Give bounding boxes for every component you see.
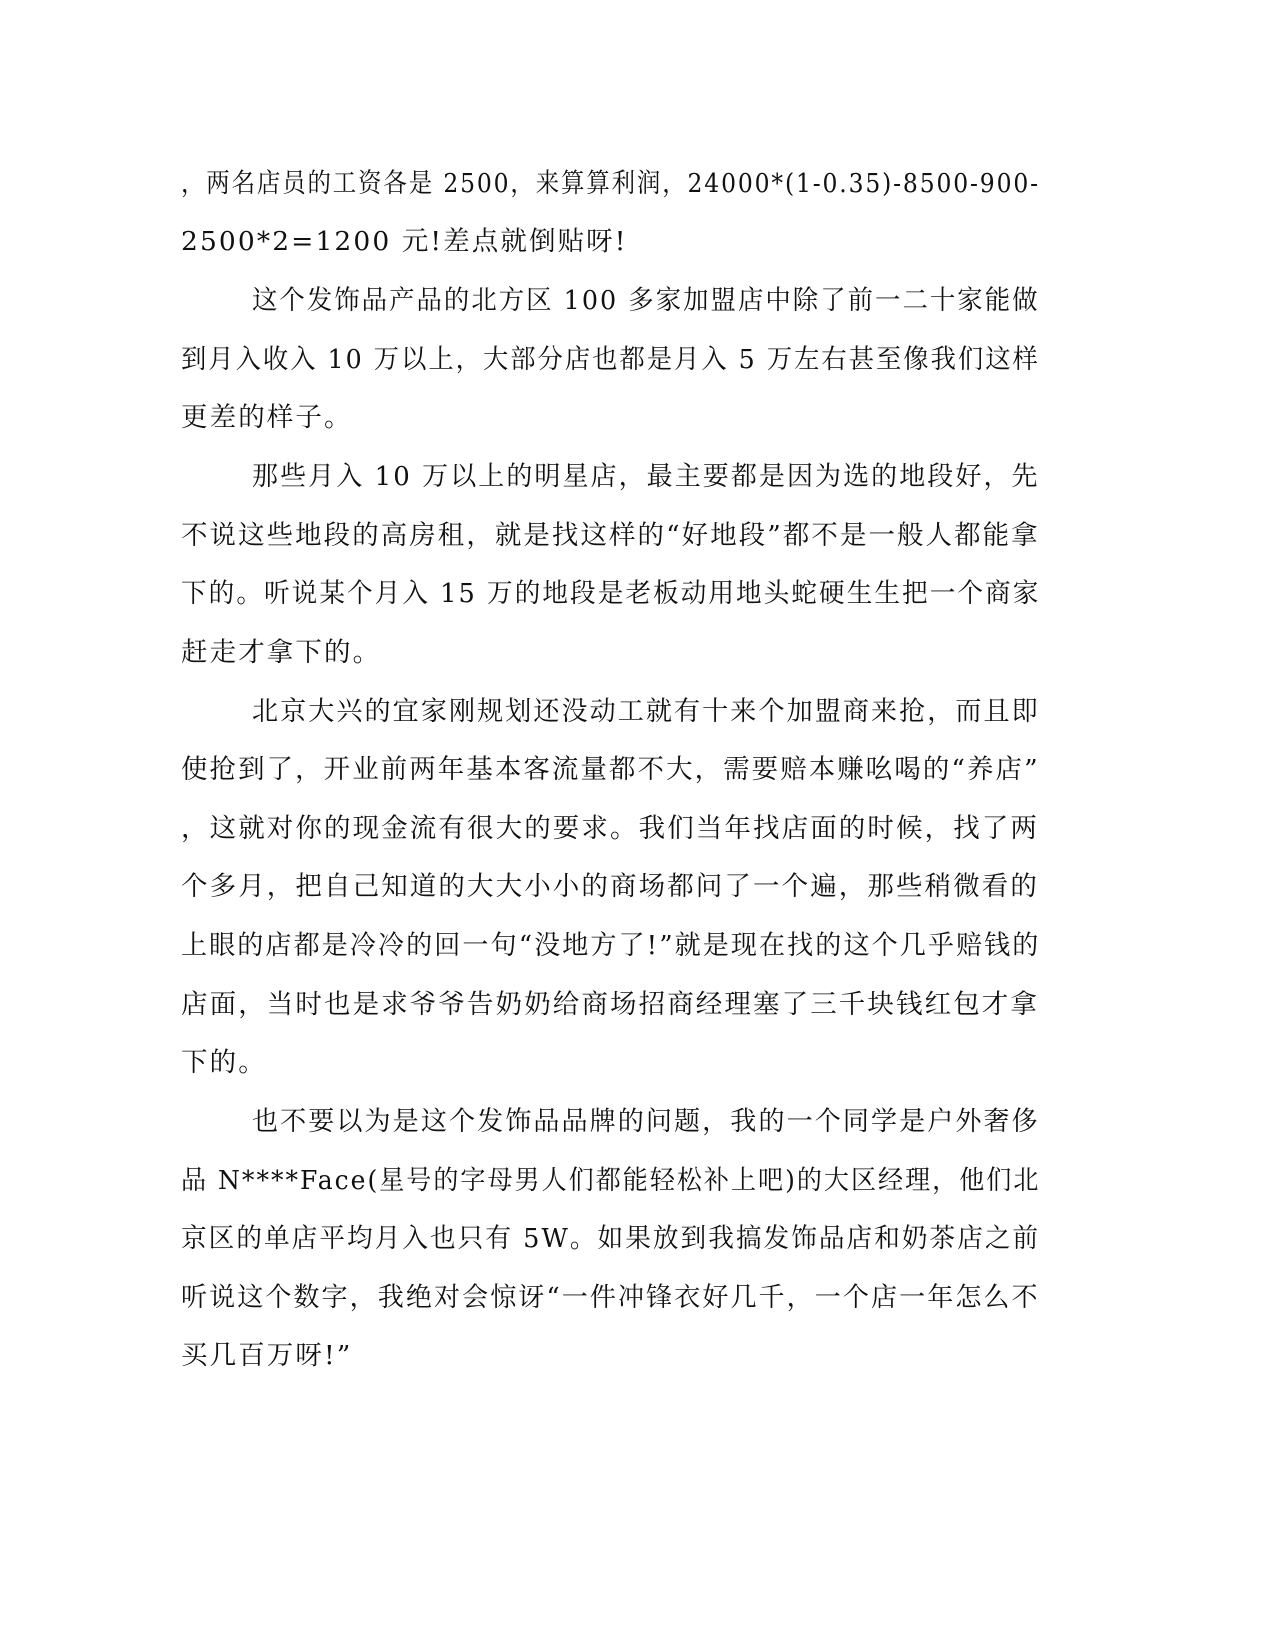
text-line: 下的。 xyxy=(181,1047,267,1078)
text-line: 赶走才拿下的。 xyxy=(181,637,382,668)
paragraph-first-line: 北京大兴的宜家刚规划还没动工就有十来个加盟商来抢，而且即 xyxy=(252,696,1040,727)
text-line: ，两名店员的工资各是 2500，来算算利润，24000*(1-0.35)-8500-900- xyxy=(181,168,1040,199)
text-line: 京区的单店平均月入也只有 5W。如果放到我搞发饰品店和奶茶店之前 xyxy=(181,1223,1041,1254)
text-line: 下的。听说某个月入 15 万的地段是老板动用地头蛇硬生生把一个商家 xyxy=(181,578,1041,609)
text-line: 更差的样子。 xyxy=(181,402,353,433)
text-line: ，这就对你的现金流有很大的要求。我们当年找店面的时候，找了两 xyxy=(181,813,1039,844)
text-line: 使抢到了，开业前两年基本客流量都不大，需要赔本赚吆喝的“养店” xyxy=(181,754,1040,785)
text-line: 2500*2=1200 元!差点就倒贴呀! xyxy=(181,226,628,257)
text-line: 个多月，把自己知道的大大小小的商场都问了一个遍，那些稍微看的 xyxy=(181,871,1039,902)
paragraph-first-line: 也不要以为是这个发饰品品牌的问题，我的一个同学是户外奢侈 xyxy=(252,1106,1040,1137)
paragraph-first-line: 那些月入 10 万以上的明星店，最主要都是因为选的地段好，先 xyxy=(252,461,1040,492)
text-line: 不说这些地段的高房租，就是找这样的“好地段”都不是一般人都能拿 xyxy=(181,520,1040,551)
text-line: 听说这个数字，我绝对会惊讶“一件冲锋衣好几千，一个店一年怎么不 xyxy=(181,1282,1040,1313)
text-line: 上眼的店都是冷冷的回一句“没地方了!”就是现在找的这个几乎赔钱的 xyxy=(181,930,1041,961)
text-line: 品 N****Face(星号的字母男人们都能轻松补上吧)的大区经理，他们北 xyxy=(181,1165,1041,1196)
text-line: 到月入收入 10 万以上，大部分店也都是月入 5 万左右甚至像我们这样 xyxy=(181,344,1040,375)
text-line: 买几百万呀!” xyxy=(181,1340,353,1371)
text-line: 店面，当时也是求爷爷告奶奶给商场招商经理塞了三千块钱红包才拿 xyxy=(181,989,1039,1020)
paragraph-first-line: 这个发饰品产品的北方区 100 多家加盟店中除了前一二十家能做 xyxy=(252,285,1040,316)
